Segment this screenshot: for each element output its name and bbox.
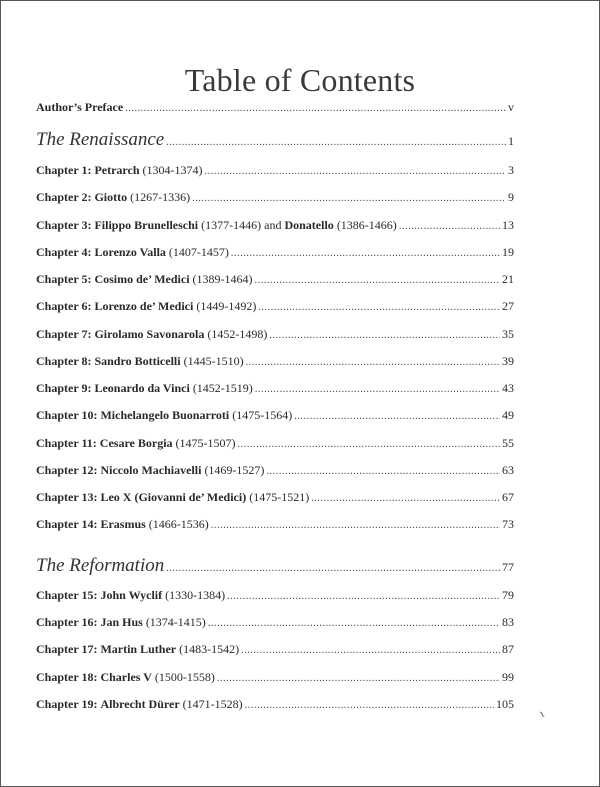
toc-entry-chapter-2 <box>36 190 514 206</box>
page-number: 87 <box>502 642 514 656</box>
chapter-label: Chapter 7: <box>36 327 92 341</box>
chapter-label: Chapter 5: <box>36 272 92 286</box>
dot-leader <box>241 644 500 658</box>
chapter-dates: (1377-1446) <box>201 218 262 232</box>
toc-entry-chapter-14 <box>36 517 514 533</box>
chapter-dates: (1267-1336) <box>130 190 191 204</box>
page-number: 3 <box>508 163 514 177</box>
chapter-label: Chapter 4: <box>36 245 92 259</box>
chapter-dates: (1469-1527) <box>204 463 265 477</box>
page-number: v <box>508 100 514 114</box>
chapter-name: John Wyclif <box>100 588 163 602</box>
dot-leader <box>208 617 500 631</box>
page-number: 73 <box>502 517 514 531</box>
page-number: 49 <box>502 408 514 422</box>
chapter-name-second: Donatello <box>284 218 334 232</box>
dot-leader <box>205 165 506 179</box>
chapter-name: Leo X (Giovanni de’ Medici) <box>100 490 247 504</box>
toc-entry-chapter-6 <box>36 299 514 315</box>
dot-leader <box>311 492 500 506</box>
dot-leader <box>217 672 500 686</box>
preface-label: Author’s Preface <box>36 100 124 114</box>
page-number: 27 <box>502 299 514 313</box>
chapter-name: Charles V <box>100 670 152 684</box>
dot-leader <box>238 438 500 452</box>
chapter-dates: (1452-1498) <box>207 327 268 341</box>
toc-section-reformation <box>36 556 514 579</box>
chapter-name: Cosimo de’ Medici <box>94 272 190 286</box>
chapter-name: Giotto <box>94 190 128 204</box>
chapter-label: Chapter 11: <box>36 436 97 450</box>
chapter-name: Michelangelo Buonarroti <box>100 408 230 422</box>
chapter-dates: (1449-1492) <box>196 299 257 313</box>
chapter-label: Chapter 13: <box>36 490 98 504</box>
chapter-dates: (1475-1507) <box>175 436 236 450</box>
chapter-name: Leonardo da Vinci <box>94 381 190 395</box>
chapter-dates: (1445-1510) <box>183 354 244 368</box>
chapter-dates: (1475-1564) <box>232 408 293 422</box>
dot-leader <box>266 465 500 479</box>
dot-leader <box>166 133 506 153</box>
toc-entry-chapter-9 <box>36 381 514 397</box>
chapter-dates: (1475-1521) <box>249 490 310 504</box>
chapter-name: Girolamo Savonarola <box>94 327 205 341</box>
page-number: 63 <box>502 463 514 477</box>
chapter-label: Chapter 3: <box>36 218 92 232</box>
page-number: 19 <box>502 245 514 259</box>
chapter-dates: (1466-1536) <box>148 517 209 531</box>
chapter-dates-second: (1386-1466) <box>336 218 397 232</box>
toc-entry-chapter-19 <box>36 697 514 713</box>
dot-leader <box>399 220 500 234</box>
toc-entry-chapter-17 <box>36 642 514 658</box>
page-number: 99 <box>502 670 514 684</box>
chapter-dates: (1389-1464) <box>192 272 253 286</box>
dot-leader <box>166 559 500 579</box>
page-number: 1 <box>508 134 514 148</box>
chapter-name: Lorenzo de’ Medici <box>94 299 194 313</box>
chapter-label: Chapter 8: <box>36 354 92 368</box>
chapter-name: Jan Hus <box>100 615 143 629</box>
toc-entry-chapter-13 <box>36 490 514 506</box>
toc-entry-chapter-15 <box>36 588 514 604</box>
pen-mark: ı <box>536 706 547 720</box>
page-number: 79 <box>502 588 514 602</box>
chapter-dates: (1330-1384) <box>165 588 226 602</box>
toc-entry-preface <box>36 100 514 116</box>
dot-leader <box>246 356 500 370</box>
chapter-name: Niccolo Machiavelli <box>100 463 202 477</box>
page-number: 77 <box>502 560 514 574</box>
chapter-dates: (1452-1519) <box>192 381 253 395</box>
chapter-label: Chapter 19: <box>36 697 98 711</box>
page-number: 39 <box>502 354 514 368</box>
toc-entry-chapter-11 <box>36 436 514 452</box>
toc-entry-chapter-7 <box>36 327 514 343</box>
chapter-label: Chapter 10: <box>36 408 98 422</box>
dot-leader <box>294 410 500 424</box>
page-number: 35 <box>502 327 514 341</box>
page-number: 67 <box>502 490 514 504</box>
dot-leader <box>125 102 506 116</box>
dot-leader <box>227 590 500 604</box>
toc-entry-chapter-8 <box>36 354 514 370</box>
chapter-name: Albrecht Dürer <box>100 697 180 711</box>
chapter-label: Chapter 9: <box>36 381 92 395</box>
toc-section-renaissance <box>36 130 514 153</box>
dot-leader <box>269 329 500 343</box>
section-title: The Renaissance <box>36 129 165 150</box>
chapter-dates: (1304-1374) <box>142 163 203 177</box>
page-number: 9 <box>508 190 514 204</box>
dot-leader <box>245 699 494 713</box>
chapter-name: Filippo Brunelleschi <box>94 218 199 232</box>
section-title: The Reformation <box>36 555 165 576</box>
chapter-label: Chapter 1: <box>36 163 92 177</box>
toc-entry-chapter-12 <box>36 463 514 479</box>
dot-leader <box>211 519 500 533</box>
chapter-name: Sandro Botticelli <box>94 354 181 368</box>
toc-entry-chapter-4 <box>36 245 514 261</box>
page-number: 105 <box>496 697 514 711</box>
chapter-label: Chapter 15: <box>36 588 98 602</box>
chapter-label: Chapter 18: <box>36 670 98 684</box>
chapter-name: Erasmus <box>100 517 146 531</box>
page-number: 21 <box>502 272 514 286</box>
chapter-label: Chapter 14: <box>36 517 98 531</box>
page-title: Table of Contents <box>184 62 416 98</box>
toc-entry-chapter-1 <box>36 163 514 179</box>
chapter-label: Chapter 17: <box>36 642 98 656</box>
chapter-dates: (1374-1415) <box>145 615 206 629</box>
chapter-dates: (1483-1542) <box>179 642 240 656</box>
chapter-label: Chapter 16: <box>36 615 98 629</box>
chapter-dates: (1500-1558) <box>154 670 215 684</box>
dot-leader <box>192 192 506 206</box>
chapter-name: Lorenzo Valla <box>94 245 166 259</box>
chapter-dates: (1471-1528) <box>182 697 243 711</box>
dot-leader <box>255 274 500 288</box>
toc-entry-chapter-5 <box>36 272 514 288</box>
chapter-name: Martin Luther <box>100 642 177 656</box>
toc-entry-chapter-3 <box>36 218 514 234</box>
chapter-name: Cesare Borgia <box>99 436 173 450</box>
chapter-label: Chapter 6: <box>36 299 92 313</box>
page-number: 43 <box>502 381 514 395</box>
chapter-label: Chapter 12: <box>36 463 98 477</box>
page-number: 83 <box>502 615 514 629</box>
toc-entry-chapter-18 <box>36 670 514 686</box>
toc-entry-chapter-10 <box>36 408 514 424</box>
dot-leader <box>255 383 500 397</box>
chapter-label: Chapter 2: <box>36 190 92 204</box>
chapter-dates: (1407-1457) <box>168 245 229 259</box>
chapter-conjunction: and <box>264 218 282 232</box>
page-number: 55 <box>502 436 514 450</box>
dot-leader <box>231 247 500 261</box>
toc-entry-chapter-16 <box>36 615 514 631</box>
dot-leader <box>258 301 500 315</box>
page-number: 13 <box>502 218 514 232</box>
chapter-name: Petrarch <box>94 163 140 177</box>
